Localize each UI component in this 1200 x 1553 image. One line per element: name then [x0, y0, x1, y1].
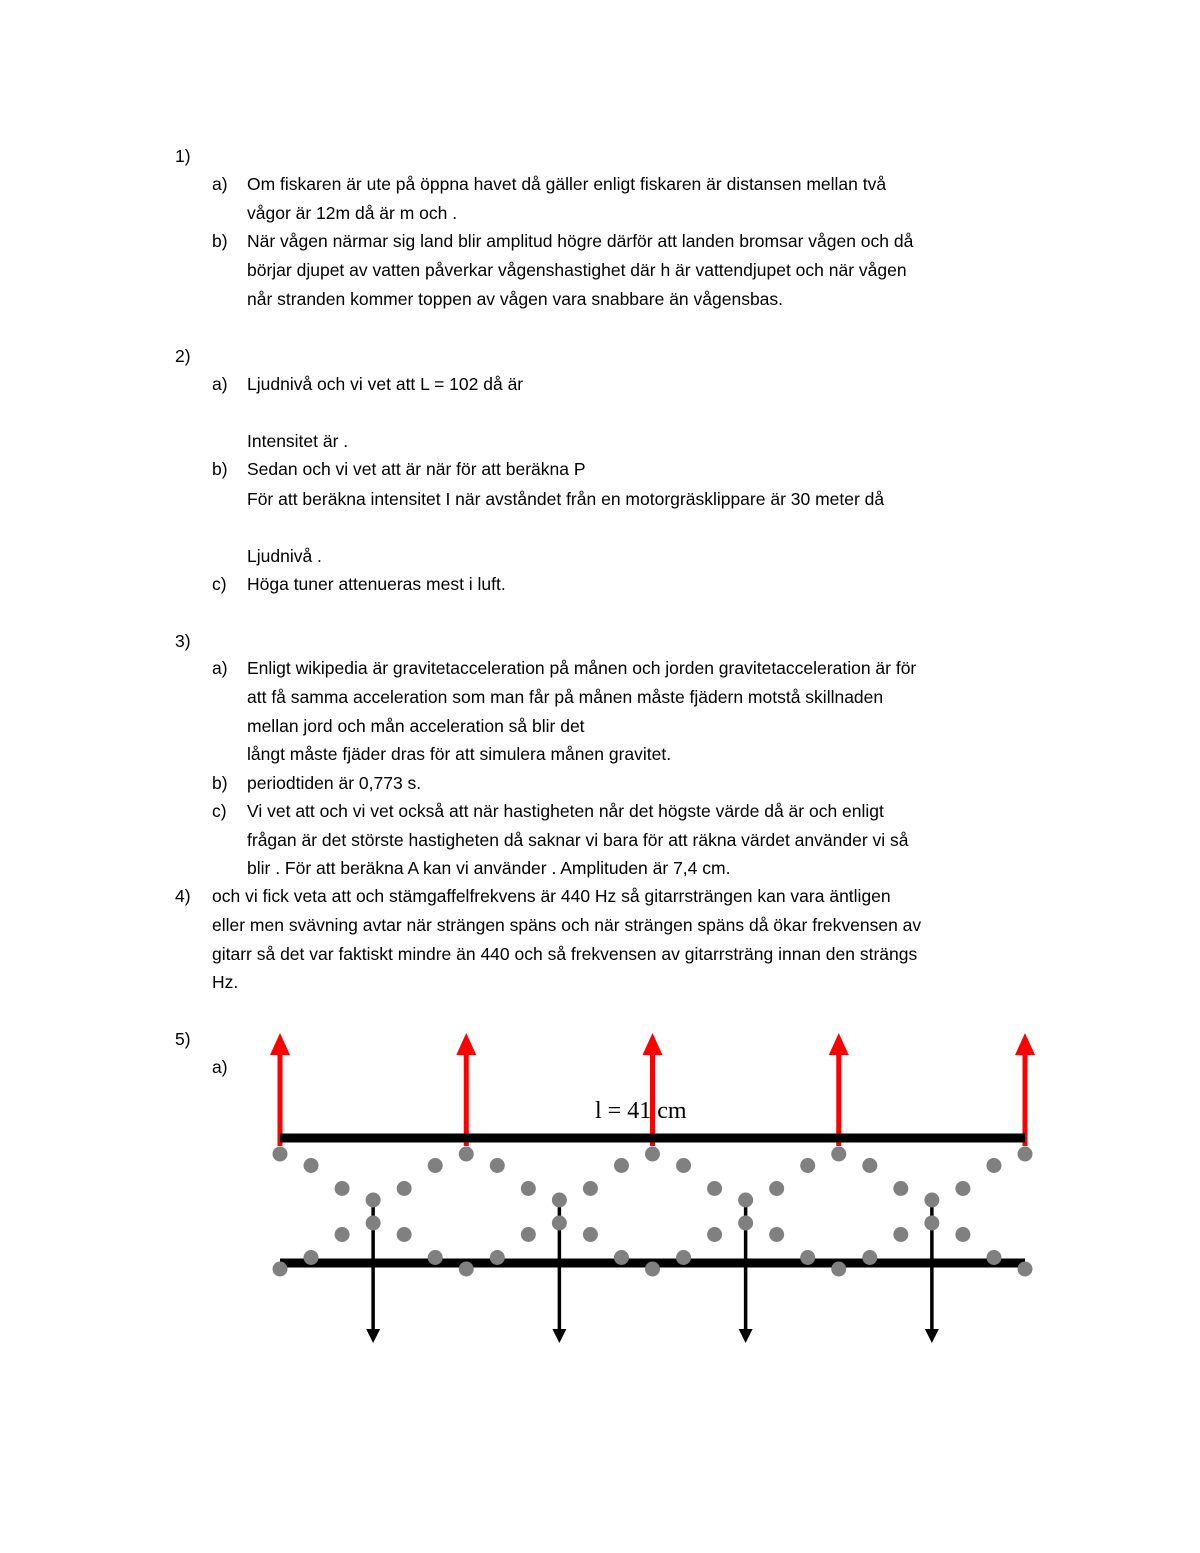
particle	[366, 1216, 381, 1231]
particle	[304, 1158, 319, 1173]
question-3c-label: c)	[212, 801, 227, 821]
up-arrow-head	[270, 1033, 290, 1055]
particle	[707, 1181, 722, 1196]
particle	[924, 1216, 939, 1231]
question-3a-line-2: att få samma acceleration som man får på månen måste fjädern motstå skillnaden	[247, 687, 884, 707]
down-arrow-head	[925, 1329, 939, 1343]
particle	[552, 1216, 567, 1231]
particle	[769, 1181, 784, 1196]
question-2b-label: b)	[212, 459, 228, 479]
question-3b-label: b)	[212, 773, 228, 793]
particle	[335, 1181, 350, 1196]
particle	[273, 1147, 288, 1162]
particle	[831, 1262, 846, 1277]
question-3a-line-4: långt måste fjäder dras för att simulera månen gravitet.	[247, 744, 672, 764]
particle	[893, 1227, 908, 1242]
particle	[707, 1227, 722, 1242]
particle	[769, 1227, 784, 1242]
particle	[552, 1193, 567, 1208]
particle	[614, 1250, 629, 1265]
particle	[645, 1147, 660, 1162]
question-5-number: 5)	[175, 1029, 191, 1049]
up-arrow-head	[643, 1033, 663, 1055]
question-3c-line-3: blir . För att beräkna A kan vi använder . Amplituden är 7,4 cm.	[247, 858, 731, 878]
question-1b-line-1: När vågen närmar sig land blir amplitud högre därför att landen bromsar vågen och då	[247, 231, 914, 251]
particle	[645, 1262, 660, 1277]
particle	[862, 1250, 877, 1265]
question-2c-label: c)	[212, 574, 227, 594]
question-4-line-1: och vi fick veta att och stämgaffelfrekvens är 440 Hz så gitarrsträngen kan vara äntligen	[212, 886, 891, 906]
particle	[583, 1181, 598, 1196]
question-1a-line-2: vågor är 12m då är m och .	[247, 203, 458, 223]
particle	[366, 1193, 381, 1208]
particle	[335, 1227, 350, 1242]
question-4-line-2: eller men svävning avtar när strängen späns och när strängen späns då ökar frekvensen av	[212, 915, 922, 935]
question-2a-line-1: Ljudnivå och vi vet att L = 102 då är	[247, 374, 524, 394]
particle	[459, 1262, 474, 1277]
question-1a-line-1: Om fiskaren är ute på öppna havet då gäller enligt fiskaren är distansen mellan två	[247, 174, 887, 194]
question-3a-line-1: Enligt wikipedia är gravitetacceleration på månen och jorden gravitetacceleration är för	[247, 658, 917, 678]
particle	[1018, 1147, 1033, 1162]
particle	[924, 1193, 939, 1208]
length-label: l = 41 cm	[595, 1098, 687, 1124]
question-3a-line-3: mellan jord och mån acceleration så blir det	[247, 716, 585, 736]
particle	[800, 1250, 815, 1265]
particle	[459, 1147, 474, 1162]
particle	[490, 1158, 505, 1173]
question-2c-line-1: Höga tuner attenueras mest i luft.	[247, 574, 506, 594]
question-3c-line-2: frågan är det störste hastigheten då saknar vi bara för att räkna värdet använder vi så	[247, 830, 909, 850]
particle	[676, 1158, 691, 1173]
question-2-number: 2)	[175, 346, 191, 366]
particle	[1018, 1262, 1033, 1277]
particle	[397, 1181, 412, 1196]
question-2b-line-2: För att beräkna intensitet I när avståndet från en motorgräsklippare är 30 meter då	[247, 489, 885, 509]
particle	[428, 1250, 443, 1265]
question-2b-line-3: Ljudnivå .	[247, 546, 322, 566]
particle	[800, 1158, 815, 1173]
up-arrow-head	[1015, 1033, 1035, 1055]
up-arrow-head	[456, 1033, 476, 1055]
particle	[521, 1227, 536, 1242]
question-2a-label: a)	[212, 374, 228, 394]
particle	[738, 1216, 753, 1231]
particle	[831, 1147, 846, 1162]
question-4-number: 4)	[175, 886, 191, 906]
particle	[304, 1250, 319, 1265]
question-5a-label: a)	[212, 1057, 228, 1077]
particle	[614, 1158, 629, 1173]
down-arrow-head	[739, 1329, 753, 1343]
particle	[521, 1181, 536, 1196]
particle	[955, 1181, 970, 1196]
particle	[428, 1158, 443, 1173]
question-3c-line-1: Vi vet att och vi vet också att när hastigheten når det högste värde då är och enligt	[247, 801, 884, 821]
question-4-line-3: gitarr så det var faktiskt mindre än 440 och så frekvensen av gitarrsträng innan den strängs	[212, 944, 918, 964]
question-2b-line-1: Sedan och vi vet att är när för att beräkna P	[247, 459, 586, 479]
down-arrow-head	[552, 1329, 566, 1343]
particle	[490, 1250, 505, 1265]
question-1-number: 1)	[175, 146, 191, 166]
standing-wave-diagram	[260, 1025, 1050, 1355]
question-3-number: 3)	[175, 631, 191, 651]
particle	[893, 1181, 908, 1196]
question-3b-line-1: periodtiden är 0,773 s.	[247, 773, 422, 793]
particle	[676, 1250, 691, 1265]
standing-wave-figure	[260, 1025, 1050, 1355]
particle	[986, 1158, 1001, 1173]
particle	[397, 1227, 412, 1242]
particle	[738, 1193, 753, 1208]
particle	[862, 1158, 877, 1173]
down-arrow-head	[366, 1329, 380, 1343]
question-2a-line-2: Intensitet är .	[247, 431, 349, 451]
particle	[583, 1227, 598, 1242]
up-arrow-head	[829, 1033, 849, 1055]
question-1b-label: b)	[212, 231, 228, 251]
question-1b-line-2: börjar djupet av vatten påverkar vågenshastighet där h är vattendjupet och när vågen	[247, 260, 907, 280]
question-4-line-4: Hz.	[212, 972, 239, 992]
question-1b-line-3: når stranden kommer toppen av vågen vara snabbare än vågensbas.	[247, 289, 784, 309]
question-1a-label: a)	[212, 174, 228, 194]
particle	[273, 1262, 288, 1277]
particle	[986, 1250, 1001, 1265]
particle	[955, 1227, 970, 1242]
question-3a-label: a)	[212, 658, 228, 678]
